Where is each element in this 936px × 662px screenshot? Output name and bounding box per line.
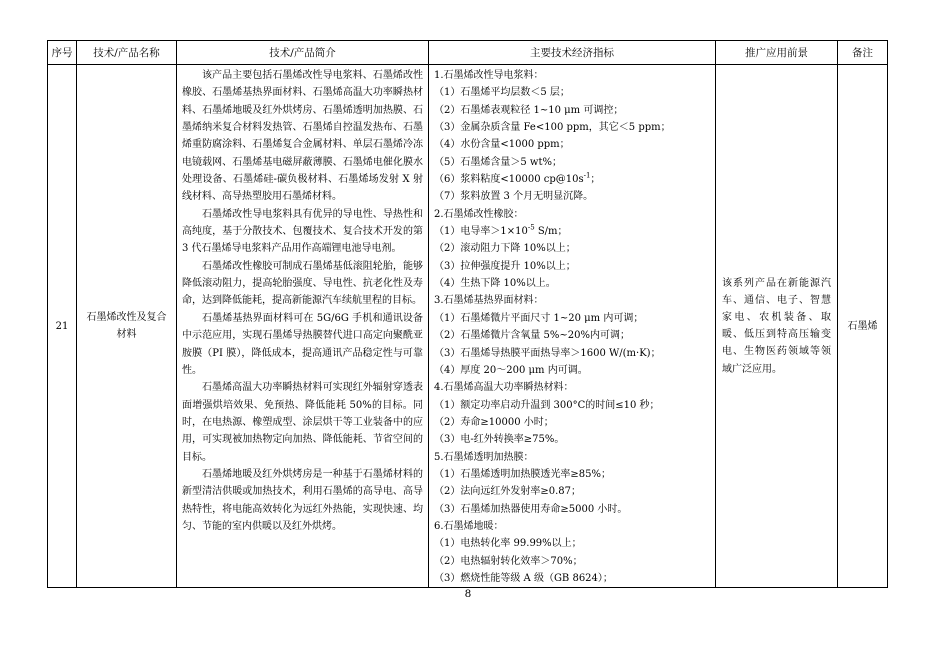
intro-paragraph: 石墨烯高温大功率瞬热材料可实现红外辐射穿透表面增强烘培效果、免预热、降低能耗 50%的目标。同时，在电热源、橡塑成型、涂层烘干等工业装备中的应用，可实现被加热物定向加热、降低能耗、节省空间的目标。 [182,382,423,463]
intro-paragraph: 石墨烯地暖及红外烘烤房是一种基于石墨烯材料的新型清洁供暖或加热技术，利用石墨烯的高导电、高导热特性，将电能高效转化为远红外热能，实现快速、均匀、节能的室内供暖以及红外烘烤。 [182,468,423,532]
spec-line: （3）燃烧性能等级 A 级（GB 8624）； [434,572,613,584]
spec-line: 4.石墨烯高温大功率瞬热材料： [434,382,574,394]
spec-line: 6.石墨烯地暖： [434,520,504,532]
intro-paragraph: 石墨烯改性导电浆料具有优异的导电性、导热性和高纯度，基于分散技术、包覆技术、复合技术开发的第 3 代石墨烯导电浆料产品用作高端锂电池导电剂。 [182,208,423,255]
table-row [48,65,888,588]
spec-line: （3）金属杂质含量 Fe<100 ppm，其它＜5 ppm； [434,122,671,134]
spec-line: （4）水份含量<1000 ppm； [434,139,570,151]
spec-line: （3）拉伸强度提升 10%以上； [434,260,576,272]
spec-line: （2）滚动阻力下降 10%以上； [434,243,576,255]
header-specs: 主要技术经济指标 [429,41,716,65]
spec-line: （2）石墨烯微片含氧量 5%~20%内可调； [434,330,631,342]
header-intro: 技术/产品简介 [177,41,429,65]
spec-line: （2）寿命≥10000 小时； [434,416,554,428]
spec-line: （3）石墨烯导热膜平面热导率＞1600 W/(m·K)； [434,347,661,359]
header-remark: 备注 [838,41,888,65]
intro-paragraph: 石墨烯改性橡胶可制成石墨烯基低滚阻轮胎，能够降低滚动阻力，提高轮胎强度、导电性、抗老化性及寿命，达到降低能耗，提高新能源汽车续航里程的目标。 [182,260,423,307]
row-prospect: 该系列产品在新能源汽车、通信、电子、智慧家电、农机装备、取暖、低压到特高压输变电、生物医药领域等领域广泛应用。 [716,65,838,588]
spec-line: 3.石墨烯基热界面材料： [434,295,544,307]
header-index: 序号 [48,41,77,65]
intro-paragraph: 该产品主要包括石墨烯改性导电浆料、石墨烯改性橡胶、石墨烯基热界面材料、石墨烯高温大功率瞬热材料、石墨烯地暖及红外烘烤房、石墨烯透明加热膜、石墨烯纳米复合材料发热管、石墨烯自控温发热布、石墨烯重防腐涂料、石墨烯复合金属材料、单层石墨烯冷冻电镜载网、石墨烯基电磁屏蔽薄膜、石墨烯电催化膜水处理设备、石墨烯硅-碳负极材料、石墨烯场发射 X 射线材料、高导热塑胶用石墨烯材料。 [182,70,423,203]
spec-line: （5）石墨烯含量＞5 wt%； [434,156,562,168]
intro-paragraph: 石墨烯基热界面材料可在 5G/6G 手机和通讯设备中示范应用，实现石墨烯导热膜替代进口高定向聚酰亚胺膜（PI 膜），降低成本，提高通讯产品稳定性与可靠性。 [182,312,423,376]
spec-line: （3）电-红外转换率≥75%。 [434,434,565,446]
spec-line: （4）生热下降 10%以上。 [434,278,556,290]
spec-line: （6）浆料粘度<10000 $cp@10s^{-1}$； [434,171,601,186]
spec-line: （1）石墨烯平均层数＜5 层； [434,87,570,99]
product-table [47,40,888,588]
spec-line: 5.石墨烯透明加热膜： [434,451,534,463]
row-specs [429,65,716,588]
spec-line: （4）厚度 20～200 μm 内可调。 [434,364,588,376]
row-intro [177,65,429,588]
spec-line: 2.石墨烯改性橡胶： [434,208,524,220]
spec-line: （2）石墨烯表观粒径 1~10 μm 可调控； [434,104,624,116]
spec-line: 1.石墨烯改性导电浆料： [434,70,544,81]
page-number: 8 [464,588,472,600]
header-row [48,41,888,65]
header-name: 技术/产品名称 [77,41,177,65]
spec-line: （1）额定功率启动升温到 300°C的时间≤10 秒； [434,399,660,411]
row-remark: 石墨烯 [838,65,888,588]
row-name: 石墨烯改性及复合材料 [77,65,177,588]
spec-line: （1）电导率$>1\times 10^{-5}$ S/m； [434,223,568,238]
row-index: 21 [48,65,77,588]
spec-line: （7）浆料放置 3 个月无明显沉降。 [434,191,594,203]
header-prospect: 推广应用前景 [716,41,838,65]
spec-line: （1）石墨烯微片平面尺寸 1~20 μm 内可调； [434,312,644,324]
spec-line: （1）电热转化率 99.99%以上； [434,538,582,550]
spec-line: （3）石墨烯加热器使用寿命≥5000 小时。 [434,503,628,515]
spec-line: （1）石墨烯透明加热膜透光率≥85%； [434,468,611,480]
spec-line: （2）法向远红外发射率≥0.87； [434,486,582,498]
spec-line: （2）电热辐射转化效率＞70%； [434,555,583,567]
